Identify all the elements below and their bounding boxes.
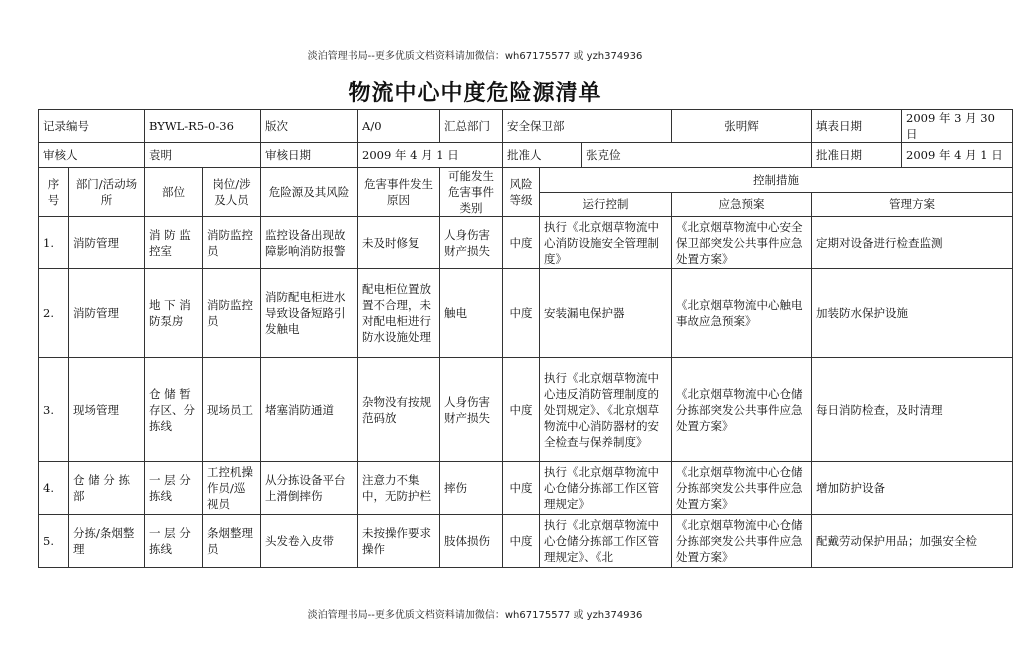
row-management: 每日消防检查，及时清理 (812, 358, 1013, 462)
row-post: 消防监控员 (203, 269, 261, 358)
page-title: 物流中心中度危险源清单 (348, 81, 602, 106)
col-operation: 运行控制 (540, 192, 672, 217)
table-row (39, 462, 1013, 515)
col-risk: 风险等级 (503, 168, 540, 217)
info-row-1 (39, 110, 1013, 143)
filler-value: 张明辉 (672, 110, 812, 143)
row-category: 触电 (440, 269, 503, 358)
row-location: 一 层 分拣线 (145, 515, 203, 568)
table-row (39, 515, 1013, 568)
col-emergency: 应急预案 (672, 192, 812, 217)
row-location: 仓 储 暂存区、分拣线 (145, 358, 203, 462)
row-location: 一 层 分拣线 (145, 462, 203, 515)
table-row (39, 269, 1013, 358)
row-operation: 执行《北京烟草物流中心违反消防管理制度的处罚规定》、《北京烟草物流中心消防器材的安全检查与保养制度》 (540, 358, 672, 462)
row-no: 4. (39, 462, 69, 515)
row-risk: 中度 (503, 515, 540, 568)
column-header-row (39, 168, 1013, 193)
row-post: 工控机操作员/巡视员 (203, 462, 261, 515)
row-management: 配戴劳动保护用品；加强安全检 (812, 515, 1013, 568)
reviewer-value: 袁明 (145, 143, 261, 168)
row-cause: 配电柜位置放置不合理，未对配电柜进行防水设施处理 (358, 269, 440, 358)
row-risk: 中度 (503, 217, 540, 269)
header-note: 淡泊管理书局--更多优质文档资料请加微信：wh67175577 或 yzh374936 (307, 51, 643, 62)
row-emergency: 《北京烟草物流中心触电事故应急预案》 (672, 269, 812, 358)
row-category: 摔伤 (440, 462, 503, 515)
version-label: 版次 (261, 110, 358, 143)
row-management: 加装防水保护设施 (812, 269, 1013, 358)
row-no: 1. (39, 217, 69, 269)
approver-label: 批准人 (503, 143, 582, 168)
summary-dept-value: 安全保卫部 (503, 110, 672, 143)
row-post: 消防监控员 (203, 217, 261, 269)
row-no: 5. (39, 515, 69, 568)
row-operation: 执行《北京烟草物流中心仓储分拣部工作区管理规定》 (540, 462, 672, 515)
hazard-table (38, 109, 1013, 568)
approve-date-label: 批准日期 (812, 143, 902, 168)
row-post: 条烟整理员 (203, 515, 261, 568)
row-emergency: 《北京烟草物流中心仓储分拣部突发公共事件应急处置方案》 (672, 358, 812, 462)
col-post: 岗位/涉及人员 (203, 168, 261, 217)
row-hazard: 堵塞消防通道 (261, 358, 358, 462)
row-category: 人身伤害财产损失 (440, 217, 503, 269)
row-dept: 仓 储 分 拣部 (69, 462, 145, 515)
review-date-label: 审核日期 (261, 143, 358, 168)
row-emergency: 《北京烟草物流中心仓储分拣部突发公共事件应急处置方案》 (672, 462, 812, 515)
row-dept: 消防管理 (69, 269, 145, 358)
row-risk: 中度 (503, 269, 540, 358)
row-hazard: 从分拣设备平台上滑倒摔伤 (261, 462, 358, 515)
row-category: 人身伤害财产损失 (440, 358, 503, 462)
row-emergency: 《北京烟草物流中心仓储分拣部突发公共事件应急处置方案》 (672, 515, 812, 568)
row-operation: 安装漏电保护器 (540, 269, 672, 358)
row-hazard: 头发卷入皮带 (261, 515, 358, 568)
record-no-value: BYWL-R5-0-36 (145, 110, 261, 143)
col-no: 序号 (39, 168, 69, 217)
col-management: 管理方案 (812, 192, 1013, 217)
row-cause: 未及时修复 (358, 217, 440, 269)
review-date-value: 2009 年 4 月 1 日 (358, 143, 503, 168)
col-category: 可能发生危害事件类别 (440, 168, 503, 217)
col-control: 控制措施 (540, 168, 1013, 193)
row-hazard: 消防配电柜进水导致设备短路引发触电 (261, 269, 358, 358)
row-no: 3. (39, 358, 69, 462)
row-dept: 消防管理 (69, 217, 145, 269)
approve-date-value: 2009 年 4 月 1 日 (902, 143, 1013, 168)
approver-value: 张克俭 (582, 143, 812, 168)
fill-date-label: 填表日期 (812, 110, 902, 143)
row-operation: 执行《北京烟草物流中心消防设施安全管理制度》 (540, 217, 672, 269)
reviewer-label: 审核人 (39, 143, 145, 168)
col-cause: 危害事件发生原因 (358, 168, 440, 217)
row-location: 地 下 消防泵房 (145, 269, 203, 358)
fill-date-value: 2009 年 3 月 30 日 (902, 110, 1013, 143)
row-location: 消 防 监控室 (145, 217, 203, 269)
col-dept: 部门/活动场所 (69, 168, 145, 217)
row-operation: 执行《北京烟草物流中心仓储分拣部工作区管理规定》、《北 (540, 515, 672, 568)
table-row (39, 358, 1013, 462)
row-cause: 杂物没有按规范码放 (358, 358, 440, 462)
col-hazard: 危险源及其风险 (261, 168, 358, 217)
row-risk: 中度 (503, 358, 540, 462)
row-post: 现场员工 (203, 358, 261, 462)
row-risk: 中度 (503, 462, 540, 515)
row-dept: 分拣/条烟整理 (69, 515, 145, 568)
version-value: A/0 (358, 110, 440, 143)
row-emergency: 《北京烟草物流中心安全保卫部突发公共事件应急处置方案》 (672, 217, 812, 269)
row-dept: 现场管理 (69, 358, 145, 462)
row-category: 肢体损伤 (440, 515, 503, 568)
row-hazard: 监控设备出现故障影响消防报警 (261, 217, 358, 269)
footer-note: 淡泊管理书局--更多优质文档资料请加微信：wh67175577 或 yzh374936 (307, 610, 643, 621)
row-management: 定期对设备进行检查监测 (812, 217, 1013, 269)
row-no: 2. (39, 269, 69, 358)
table-row (39, 217, 1013, 269)
summary-dept-label: 汇总部门 (440, 110, 503, 143)
col-location: 部位 (145, 168, 203, 217)
row-cause: 未按操作要求操作 (358, 515, 440, 568)
record-no-label: 记录编号 (39, 110, 145, 143)
row-management: 增加防护设备 (812, 462, 1013, 515)
row-cause: 注意力不集中，无防护栏 (358, 462, 440, 515)
info-row-2 (39, 143, 1013, 168)
